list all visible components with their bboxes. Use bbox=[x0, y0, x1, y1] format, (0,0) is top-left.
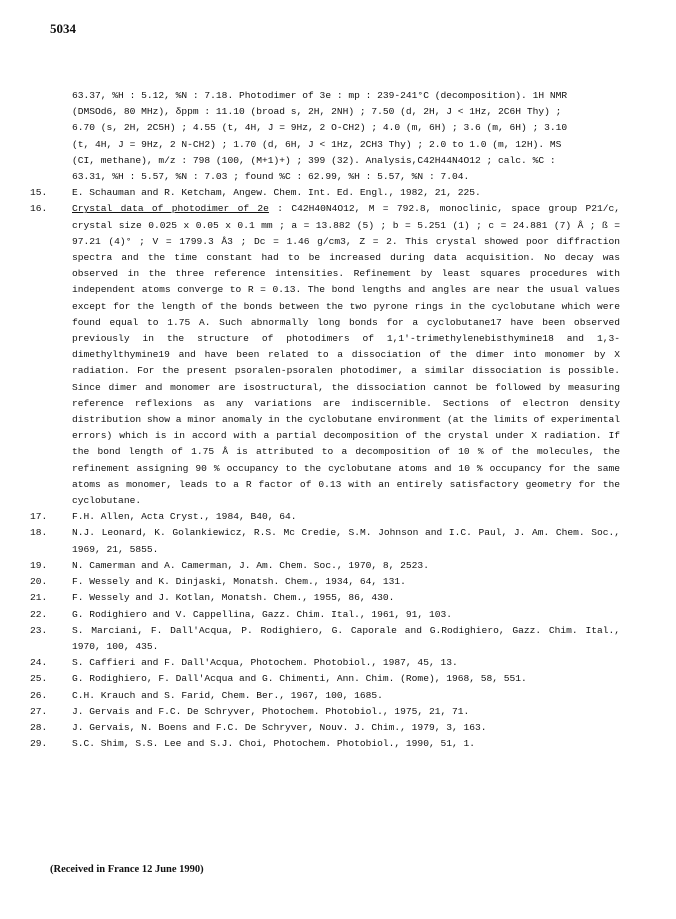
reference-number: 15. bbox=[30, 187, 48, 199]
reference-number: 20. bbox=[30, 576, 48, 588]
reference-text: G. Rodighiero and V. Cappellina, Gazz. Chim. Ital., 1961, 91, 103. bbox=[72, 608, 452, 620]
reference-text: S. Marciani, F. Dall'Acqua, P. Rodighiero, G. Caporale and G.Rodighiero, Gazz. Chim. Ital., 1970, 100, 435. bbox=[72, 624, 620, 652]
reference-item bbox=[30, 720, 620, 736]
reference-item bbox=[30, 525, 620, 557]
reference-item bbox=[30, 736, 620, 752]
reference-text: G. Rodighiero, F. Dall'Acqua and G. Chimenti, Ann. Chim. (Rome), 1968, 58, 551. bbox=[72, 673, 527, 685]
reference-number: 22. bbox=[30, 608, 48, 620]
reference-number: 16. bbox=[30, 203, 48, 215]
reference-number: 24. bbox=[30, 657, 48, 669]
references-section bbox=[30, 88, 620, 752]
reference-number: 17. bbox=[30, 511, 48, 523]
reference-text: N. Camerman and A. Camerman, J. Am. Chem. Soc., 1970, 8, 2523. bbox=[72, 559, 429, 571]
reference-text: F.H. Allen, Acta Cryst., 1984, B40, 64. bbox=[72, 511, 297, 523]
reference-item bbox=[30, 671, 620, 687]
reference-item bbox=[30, 607, 620, 623]
reference-item bbox=[30, 623, 620, 655]
reference-text: S.C. Shim, S.S. Lee and S.J. Choi, Photochem. Photobiol., 1990, 51, 1. bbox=[72, 738, 476, 750]
reference-number: 29. bbox=[30, 738, 48, 750]
reference-text bbox=[72, 201, 620, 509]
reference-item bbox=[30, 185, 620, 201]
reference-text: J. Gervais, N. Boens and F.C. De Schryver, Nouv. J. Chim., 1979, 3, 163. bbox=[72, 721, 487, 733]
continuation-line: (t, 4H, J = 9Hz, 2 N-CH2) ; 1.70 (d, 6H, J < 1Hz, 2CH3 Thy) ; 2.0 to 1.0 (m, 12H). MS bbox=[72, 138, 562, 150]
reference-item bbox=[30, 590, 620, 606]
reference-number: 19. bbox=[30, 559, 48, 571]
reference-item bbox=[30, 558, 620, 574]
reference-item bbox=[30, 201, 620, 509]
reference-item bbox=[30, 509, 620, 525]
reference-item bbox=[30, 688, 620, 704]
reference-text: J. Gervais and F.C. De Schryver, Photochem. Photobiol., 1975, 21, 71. bbox=[72, 705, 470, 717]
reference-number: 28. bbox=[30, 721, 48, 733]
reference-text: F. Wessely and K. Dinjaski, Monatsh. Chem., 1934, 64, 131. bbox=[72, 576, 406, 588]
reference-lead: Crystal data of photodimer of 2e bbox=[72, 203, 269, 215]
reference-number: 23. bbox=[30, 624, 48, 636]
reference-item bbox=[30, 655, 620, 671]
reference-text: C.H. Krauch and S. Farid, Chem. Ber., 1967, 100, 1685. bbox=[72, 689, 383, 701]
reference-number: 21. bbox=[30, 592, 48, 604]
reference-number: 18. bbox=[30, 527, 48, 539]
reference-item bbox=[30, 704, 620, 720]
continuation-line: (CI, methane), m/z : 798 (100, (M+1)+) ; 399 (32). Analysis,C42H44N4O12 ; calc. %C : bbox=[72, 154, 556, 166]
experimental-continuation bbox=[30, 88, 620, 185]
reference-number: 26. bbox=[30, 689, 48, 701]
reference-body: : C42H40N4O12, M = 792.8, monoclinic, space group P21/c, crystal size 0.025 x 0.05 x 0.1 mm ; a = 13.882 (5) ; b = 5.251 (1) ; c = 24.881 (7) Å ; ß = 97.21 (4)° ; V = 1799.3 Å3 ; Dc = 1.46 g/cm3, Z = 2. This crystal showed poor diffraction spectra and the time constant had to be increased during data acquisition. No decay was observed in the three reference intensities. Refinement by least squares procedures with independent atoms converge to R = 0.13. The bond lengths and angles are near the usual values except for the length of the bonds between the two pyrone rings in the cyclobutane which were found equal to 1.75 A. Such abnormally long bonds for a cyclobutane17 have been observed previously in the structure of photodimers of 1,1'-trimethylenebisthymine18 and 1,3-dimethylthymine19 and have been related to a dissociation of the dimer into monomer by X radiation. For the present psoralen-psoralen photodimer, a similar dissociation is possible. Since dimer and monomer are isostructural, the dissociation cannot be followed by measuring reference reflexions as any variations are indiscernible. Sections of electron density distribution show a minor anomaly in the cyclobutane environment (at the limits of experimental errors) which is in accord with a partial decomposition of the crystal under X radiation. If the bond length of 1.75 Å is attributed to a decomposition of 10 % of the molecules, the refinement assigning 90 % occupancy to the cyclobutane atoms and 10 % occupancy for the same atoms as monomer, leads to a R factor of 0.13 with an entirely satisfactory geometry for the cyclobutane. bbox=[72, 203, 621, 507]
continuation-line: 63.37, %H : 5.12, %N : 7.18. Photodimer of 3e : mp : 239-241°C (decomposition). 1H NMR bbox=[72, 90, 568, 101]
reference-number: 25. bbox=[30, 673, 48, 685]
reference-text: E. Schauman and R. Ketcham, Angew. Chem. Int. Ed. Engl., 1982, 21, 225. bbox=[72, 187, 481, 199]
reference-text: N.J. Leonard, K. Golankiewicz, R.S. Mc Credie, S.M. Johnson and I.C. Paul, J. Am. Chem. Soc., 1969, 21, 5855. bbox=[72, 527, 620, 555]
continuation-line: 63.31, %H : 5.57, %N : 7.03 ; found %C : 62.99, %H : 5.57, %N : 7.04. bbox=[72, 171, 470, 183]
continuation-line: 6.70 (s, 2H, 2C5H) ; 4.55 (t, 4H, J = 9Hz, 2 O-CH2) ; 4.0 (m, 6H) ; 3.6 (m, 6H) ; 3.10 bbox=[72, 122, 568, 134]
reference-number: 27. bbox=[30, 705, 48, 717]
reference-item bbox=[30, 574, 620, 590]
reference-text: S. Caffieri and F. Dall'Acqua, Photochem. Photobiol., 1987, 45, 13. bbox=[72, 657, 458, 669]
reference-text: F. Wessely and J. Kotlan, Monatsh. Chem., 1955, 86, 430. bbox=[72, 592, 395, 604]
continuation-line: (DMSOd6, 80 MHz), δppm : 11.10 (broad s, 2H, 2NH) ; 7.50 (d, 2H, J < 1Hz, 2C6H Thy) ; bbox=[72, 106, 562, 118]
page-number: 5034 bbox=[50, 21, 76, 36]
received-note: (Received in France 12 June 1990) bbox=[50, 864, 204, 875]
